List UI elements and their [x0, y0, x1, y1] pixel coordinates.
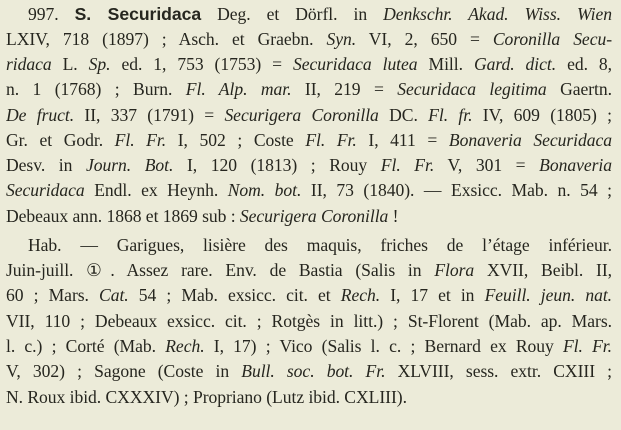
italic-text: Rech.: [165, 336, 205, 356]
text-run: DC.: [378, 105, 429, 125]
text-run: I, 120 (1813) ; Rouy: [173, 155, 381, 175]
entry-line: [6, 204, 612, 228]
italic-text: Journ. Bot.: [85, 155, 174, 175]
text-run: V, 302) ; Sagone (Coste in: [6, 361, 242, 381]
text-run: 60 ; Mars.: [6, 285, 100, 305]
italic-text: Fl. Fr.: [114, 130, 167, 150]
italic-text: Securigera Coronilla: [239, 206, 389, 226]
italic-text: Bonaveria Securidaca: [448, 130, 612, 150]
text-run: VI, 2, 650 =: [356, 29, 493, 49]
italic-text: Fl. Alp. mar.: [185, 79, 292, 99]
text-run: Gr. et Godr.: [6, 130, 115, 150]
italic-text: Bonaveria: [539, 155, 612, 175]
text-run: !: [388, 206, 399, 226]
italic-text: Securigera Coronilla: [224, 105, 379, 125]
entry-line: [6, 178, 612, 202]
text-run: 997.: [28, 4, 75, 24]
habitat-line: [6, 283, 612, 307]
entry-line: [6, 27, 612, 51]
text-run: Hab. — Garigues, lisière des maquis, friches de l’étage inférieur.: [28, 235, 612, 255]
text-run: VII, 110 ; Debeaux exsicc. cit. ; Rotgès in litt.) ; St-Florent (Mab. ap. Mars.: [6, 311, 612, 331]
italic-text: Securidaca lutea: [292, 54, 418, 74]
text-run: V, 301 =: [434, 155, 540, 175]
text-run: II, 73 (1840). — Exsicc. Mab. n. 54 ;: [301, 180, 612, 200]
text-run: II, 337 (1791) =: [74, 105, 225, 125]
italic-text: Fl. Fr.: [380, 155, 435, 175]
italic-text: Nom. bot.: [227, 180, 302, 200]
italic-text: Fl. Fr.: [305, 130, 357, 150]
text-run: LXIV, 718 (1897) ; Asch. et Graebn.: [6, 29, 327, 49]
entry-line: [6, 103, 612, 127]
text-run: I, 17) ; Vico (Salis l. c. ; Bernard ex Rouy: [204, 336, 563, 356]
habitat-line: [6, 359, 612, 383]
text-run: Gaertn.: [546, 79, 612, 99]
italic-text: Feuill. jeun. nat.: [484, 285, 612, 305]
entry-line: [6, 77, 612, 101]
text-run: L.: [51, 54, 89, 74]
entry-line: [6, 128, 612, 152]
text-run: I, 411 =: [356, 130, 449, 150]
italic-text: Flora: [434, 260, 475, 280]
habitat-line: [6, 334, 612, 358]
habitat-line: [28, 233, 612, 257]
text-run: ed. 8,: [556, 54, 612, 74]
italic-text: Coronilla Secu-: [492, 29, 612, 49]
text-run: l. c.) ; Corté (Mab.: [6, 336, 166, 356]
habitat-line: [6, 385, 612, 409]
text-run: XVII, Beibl. II,: [474, 260, 612, 280]
italic-text: Rech.: [340, 285, 381, 305]
entry-line: [6, 52, 612, 76]
text-run: N. Roux ibid. CXXXIV) ; Propriano (Lutz ibid. CXLIII).: [6, 387, 407, 407]
italic-text: De fruct.: [6, 105, 75, 125]
entry-line: [28, 2, 612, 26]
habitat-line: [6, 309, 612, 333]
text-run: Deg. et Dörfl. in: [201, 4, 384, 24]
italic-text: Denkschr. Akad. Wiss. Wien: [383, 4, 612, 24]
text-run: Debeaux ann. 1868 et 1869 sub :: [6, 206, 240, 226]
habitat-line: [6, 258, 612, 282]
italic-text: Securidaca legitima: [397, 79, 547, 99]
italic-text: ridaca: [6, 54, 52, 74]
italic-text: Securidaca: [6, 180, 85, 200]
text-run: ed. 1, 753 (1753) =: [110, 54, 293, 74]
italic-text: Cat.: [99, 285, 129, 305]
text-run: Endl. ex Heynh.: [84, 180, 228, 200]
species-name: S. Securidaca: [74, 4, 202, 24]
italic-text: Fl. Fr.: [562, 336, 612, 356]
text-run: n. 1 (1768) ; Burn.: [6, 79, 186, 99]
italic-text: Syn.: [326, 29, 357, 49]
text-run: II, 219 =: [291, 79, 398, 99]
text-run: I, 502 ; Coste: [166, 130, 306, 150]
italic-text: Sp.: [88, 54, 111, 74]
text-run: IV, 609 (1805) ;: [472, 105, 612, 125]
text-run: XLVIII, sess. extr. CXIII ;: [385, 361, 612, 381]
italic-text: Fl. fr.: [428, 105, 473, 125]
text-run: Juin-juill. ①. Assez rare. Env. de Bastia (Salis in: [6, 260, 435, 280]
italic-text: Gard. dict.: [473, 54, 557, 74]
text-run: I, 17 et in: [380, 285, 485, 305]
italic-text: Bull. soc. bot. Fr.: [241, 361, 386, 381]
entry-line: [6, 153, 612, 177]
text-run: 54 ; Mab. exsicc. cit. et: [128, 285, 341, 305]
text-run: Desv. in: [6, 155, 86, 175]
text-run: Mill.: [417, 54, 474, 74]
